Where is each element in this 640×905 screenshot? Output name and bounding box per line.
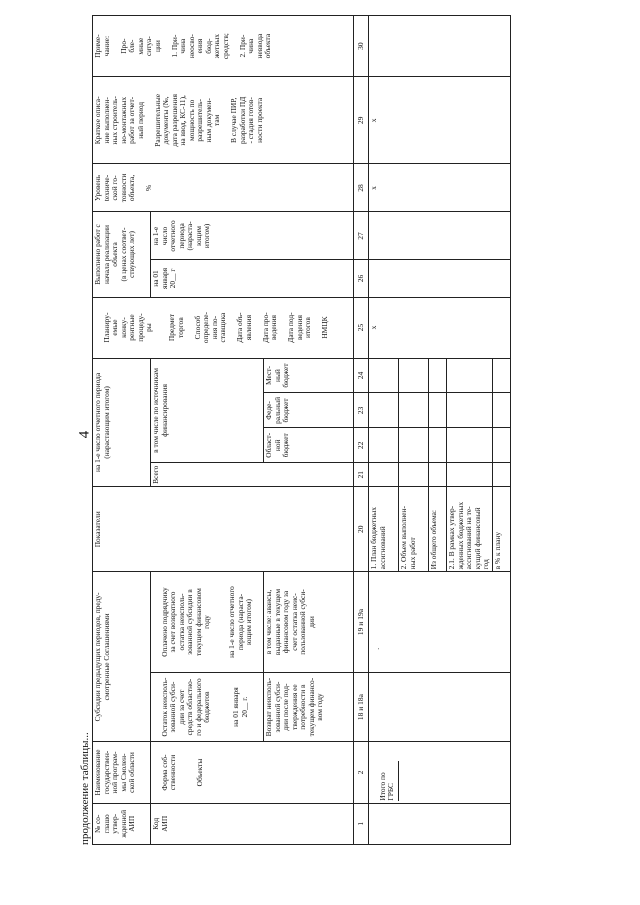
procurement-details: Предмет торгов Способ определе- ния по- ставщика Дата объ- явления Дата про- ведения Дата под- ведения итогов НМЦК: [167, 312, 330, 344]
header-total: Всего: [151, 463, 354, 487]
index-cell: 28: [354, 164, 369, 212]
index-cell: 18 и 18а: [354, 672, 369, 742]
header-ownership-objects: [151, 742, 354, 803]
column-index-row: [354, 16, 369, 845]
continuation-label: продолжение таблицы...: [79, 732, 91, 845]
body-cell: [369, 672, 511, 742]
index-cell: 27: [354, 212, 369, 260]
row-label: 1. План бюджетных ассигнований: [369, 487, 399, 572]
index-cell: 22: [354, 428, 369, 463]
rotated-table-page: [79, 15, 612, 845]
body-cell: [369, 16, 511, 77]
header-aip-code: Код АИП: [151, 803, 354, 844]
body-cell: [369, 77, 511, 164]
body-cell: [447, 428, 493, 463]
mark-x: х: [369, 186, 379, 190]
mark-x: х: [369, 325, 379, 330]
index-cell: 23: [354, 393, 369, 428]
row-label: 2.1. В рамках утвер- жденных бюджетных ассигнований на те- кущий финансовый год: [447, 487, 493, 572]
procurement-title: Планиру- емые конку- рентные процеду- ры: [101, 312, 154, 343]
objects-label: Объекты: [195, 758, 205, 787]
body-cell: [429, 358, 447, 393]
header-subsidy-return: Возврат неисполь- зованной субси- дии после под- тверждения ее потребности в текущем финансо- вом году: [264, 672, 354, 742]
header-completed-period: на 1-е число отчетного периода (нараста- ющим итогом): [151, 212, 354, 260]
index-cell: 21: [354, 463, 369, 487]
body-cell: [369, 212, 511, 260]
header-period-group: на 1-е число отчетного периода (нарастающим итогом): [93, 358, 151, 487]
page-number: 4: [76, 430, 93, 439]
body-cell: [369, 297, 511, 358]
body-cell: [399, 428, 429, 463]
report-table: [92, 15, 511, 845]
row-label: в % к плану: [493, 487, 511, 572]
header-subsidy-group: Субсидии предыдущих периодов, преду- смотренные Соглашениями: [93, 572, 151, 742]
body-cell: [399, 463, 429, 487]
subsidy-balance-date: на 01 января 20__ г.: [231, 687, 249, 727]
index-cell: 2: [354, 742, 369, 803]
subsidy-paid-label: Оплачено подрядчику за счет возвратного остатка неисполь- зованной субсидии в текущем финансовом году: [159, 587, 212, 657]
index-cell: 25: [354, 297, 369, 358]
body-cell: [399, 358, 429, 393]
header-subsidy-paid: [151, 572, 264, 672]
mark-x: х: [369, 118, 379, 123]
body-cell: [369, 358, 399, 393]
table-row: [369, 16, 399, 845]
header-procurement: [93, 297, 354, 358]
body-cell: [493, 428, 511, 463]
header-agreement-no: № со- глашо утвер- жденной АИП: [93, 803, 151, 844]
dot-mark: .: [372, 647, 382, 650]
header-subsidy-balance: [151, 672, 264, 742]
header-indicators: Показатели: [93, 487, 354, 572]
header-local-budget: Мест- ный бюджет: [264, 358, 354, 393]
body-cell: [369, 393, 399, 428]
header-program-name: Наименование государствен- ной програм- мы Смолен- ской области: [93, 742, 151, 803]
body-cell: [447, 393, 493, 428]
header-federal-budget: Феде- ральный бюджет: [264, 393, 354, 428]
index-cell: 26: [354, 260, 369, 297]
header-completed-work: Выполнено работ с начала реализации объекта (в ценах соответ- ствующих лет): [93, 212, 151, 297]
index-cell: 19 и 19а: [354, 572, 369, 672]
body-cell: [429, 463, 447, 487]
header-tech-readiness: Уровень tехниче- ской го- товности объекта, %: [93, 164, 354, 212]
body-cell: [429, 428, 447, 463]
grbs-total-label: Итого по ГРБС: [379, 761, 399, 801]
header-subsidy-advances: в том числе: авансы, выданные в текущем финансовом году за счет остатка неис- пользованной субси- дии: [264, 572, 354, 672]
body-cell: [399, 393, 429, 428]
body-cell: [447, 463, 493, 487]
body-cell: [447, 358, 493, 393]
body-cell: [369, 164, 511, 212]
index-cell: 1: [354, 803, 369, 844]
subsidy-balance-label: Остаток неисполь- зованной субси- дии за счет средств областно- го и федерального бюджетов: [159, 677, 212, 737]
body-cell: [369, 463, 399, 487]
body-cell: [369, 428, 399, 463]
header-completed-start-year: на 01 января 20__ г: [151, 260, 354, 297]
subsidy-paid-period: на 1-е число отчетного периода (нараста- ющим итогом): [227, 586, 254, 658]
index-cell: 30: [354, 16, 369, 77]
header-regional-budget: Област- ной бюджет: [264, 428, 354, 463]
header-notes: Приме- чание: Про- бле- мные ситуа- ции 1. При- чина неосво- ения бюд- жетных средств; 2. При- чина неввода объекта: [93, 16, 354, 77]
body-cell: [493, 358, 511, 393]
body-cell: [493, 463, 511, 487]
body-cell: [493, 393, 511, 428]
header-brief-description: Краткое описа- ние выполнен- ных строитель- но-монтажных работ за отчет- ный период Разрешительные документы (№, дата разрешения на ввод, КС-11), мощность по разрешитель- ным докумен- там В случае ПИР, разработки ПД - стадия готов- ности проекта: [93, 77, 354, 164]
row-label: 2. Объем выполнен- ных работ: [399, 487, 429, 572]
index-cell: 29: [354, 77, 369, 164]
group-label: [369, 742, 511, 803]
index-cell: 24: [354, 358, 369, 393]
body-cell: [429, 393, 447, 428]
index-cell: 20: [354, 487, 369, 572]
body-cell: [369, 572, 511, 672]
row-label: Из общего объема:: [429, 487, 447, 572]
ownership-label: Форма соб- ственности: [159, 754, 178, 791]
body-cell: [369, 260, 511, 297]
body-cell: [369, 803, 511, 844]
header-by-source: в том числе по источникам финансирования: [151, 358, 264, 463]
